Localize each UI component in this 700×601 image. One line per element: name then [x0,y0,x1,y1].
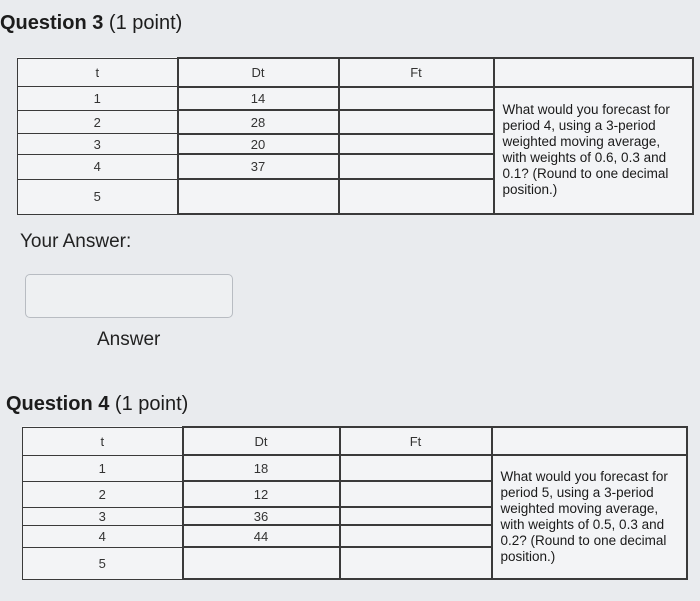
cell-ft [340,481,492,507]
question-3-label: Question 3 [0,12,104,34]
cell-ft [339,110,494,134]
question-3-table [17,57,694,215]
cell-ft [340,547,492,579]
cell-ft [340,455,492,481]
answer-label: Answer [97,329,161,350]
header-t: t [23,427,183,455]
cell-t: 3 [23,507,183,525]
cell-t: 5 [18,179,178,214]
cell-dt: 44 [183,525,340,547]
table-row [23,455,687,481]
cell-t: 1 [18,87,178,111]
cell-ft [340,525,492,547]
cell-t: 3 [18,134,178,155]
answer-input[interactable] [25,274,233,318]
cell-ft [339,154,494,179]
cell-dt: 20 [178,134,339,155]
cell-ft [339,87,494,111]
question-4-points: (1 point) [114,393,189,415]
header-ft: Ft [339,58,494,87]
cell-dt: 36 [183,507,340,525]
header-dt: Dt [183,427,340,455]
question-4-table [22,426,688,580]
question-4-heading [6,393,188,416]
cell-dt [178,179,339,214]
question-4-label: Question 4 [6,393,110,415]
table-header-row [18,58,693,87]
header-empty [494,58,693,87]
question-3-points: (1 point) [108,12,183,34]
cell-t: 4 [23,525,183,547]
cell-t: 1 [23,455,183,481]
question-3-prompt: What would you forecast for period 4, using a 3-period weighted moving average, with weights of 0.6, 0.3 and 0.1? (Round to one decimal position.) [494,87,693,214]
cell-dt: 28 [178,110,339,134]
header-t: t [18,58,178,87]
cell-dt [183,547,340,579]
table-row [18,87,693,111]
table-header-row [23,427,687,455]
header-dt: Dt [178,58,339,87]
header-empty [492,427,687,455]
your-answer-heading: Your Answer: [20,231,132,252]
cell-t: 4 [18,154,178,179]
cell-dt: 12 [183,481,340,507]
cell-t: 2 [18,110,178,134]
cell-dt: 18 [183,455,340,481]
cell-dt: 14 [178,87,339,111]
question-3-heading [0,12,182,35]
question-4-prompt: What would you forecast for period 5, using a 3-period weighted moving average, with weights of 0.5, 0.3 and 0.2? (Round to one decimal position.) [492,455,687,579]
header-ft: Ft [340,427,492,455]
cell-ft [339,134,494,155]
cell-t: 5 [23,547,183,579]
cell-dt: 37 [178,154,339,179]
cell-ft [340,507,492,525]
cell-t: 2 [23,481,183,507]
cell-ft [339,179,494,214]
